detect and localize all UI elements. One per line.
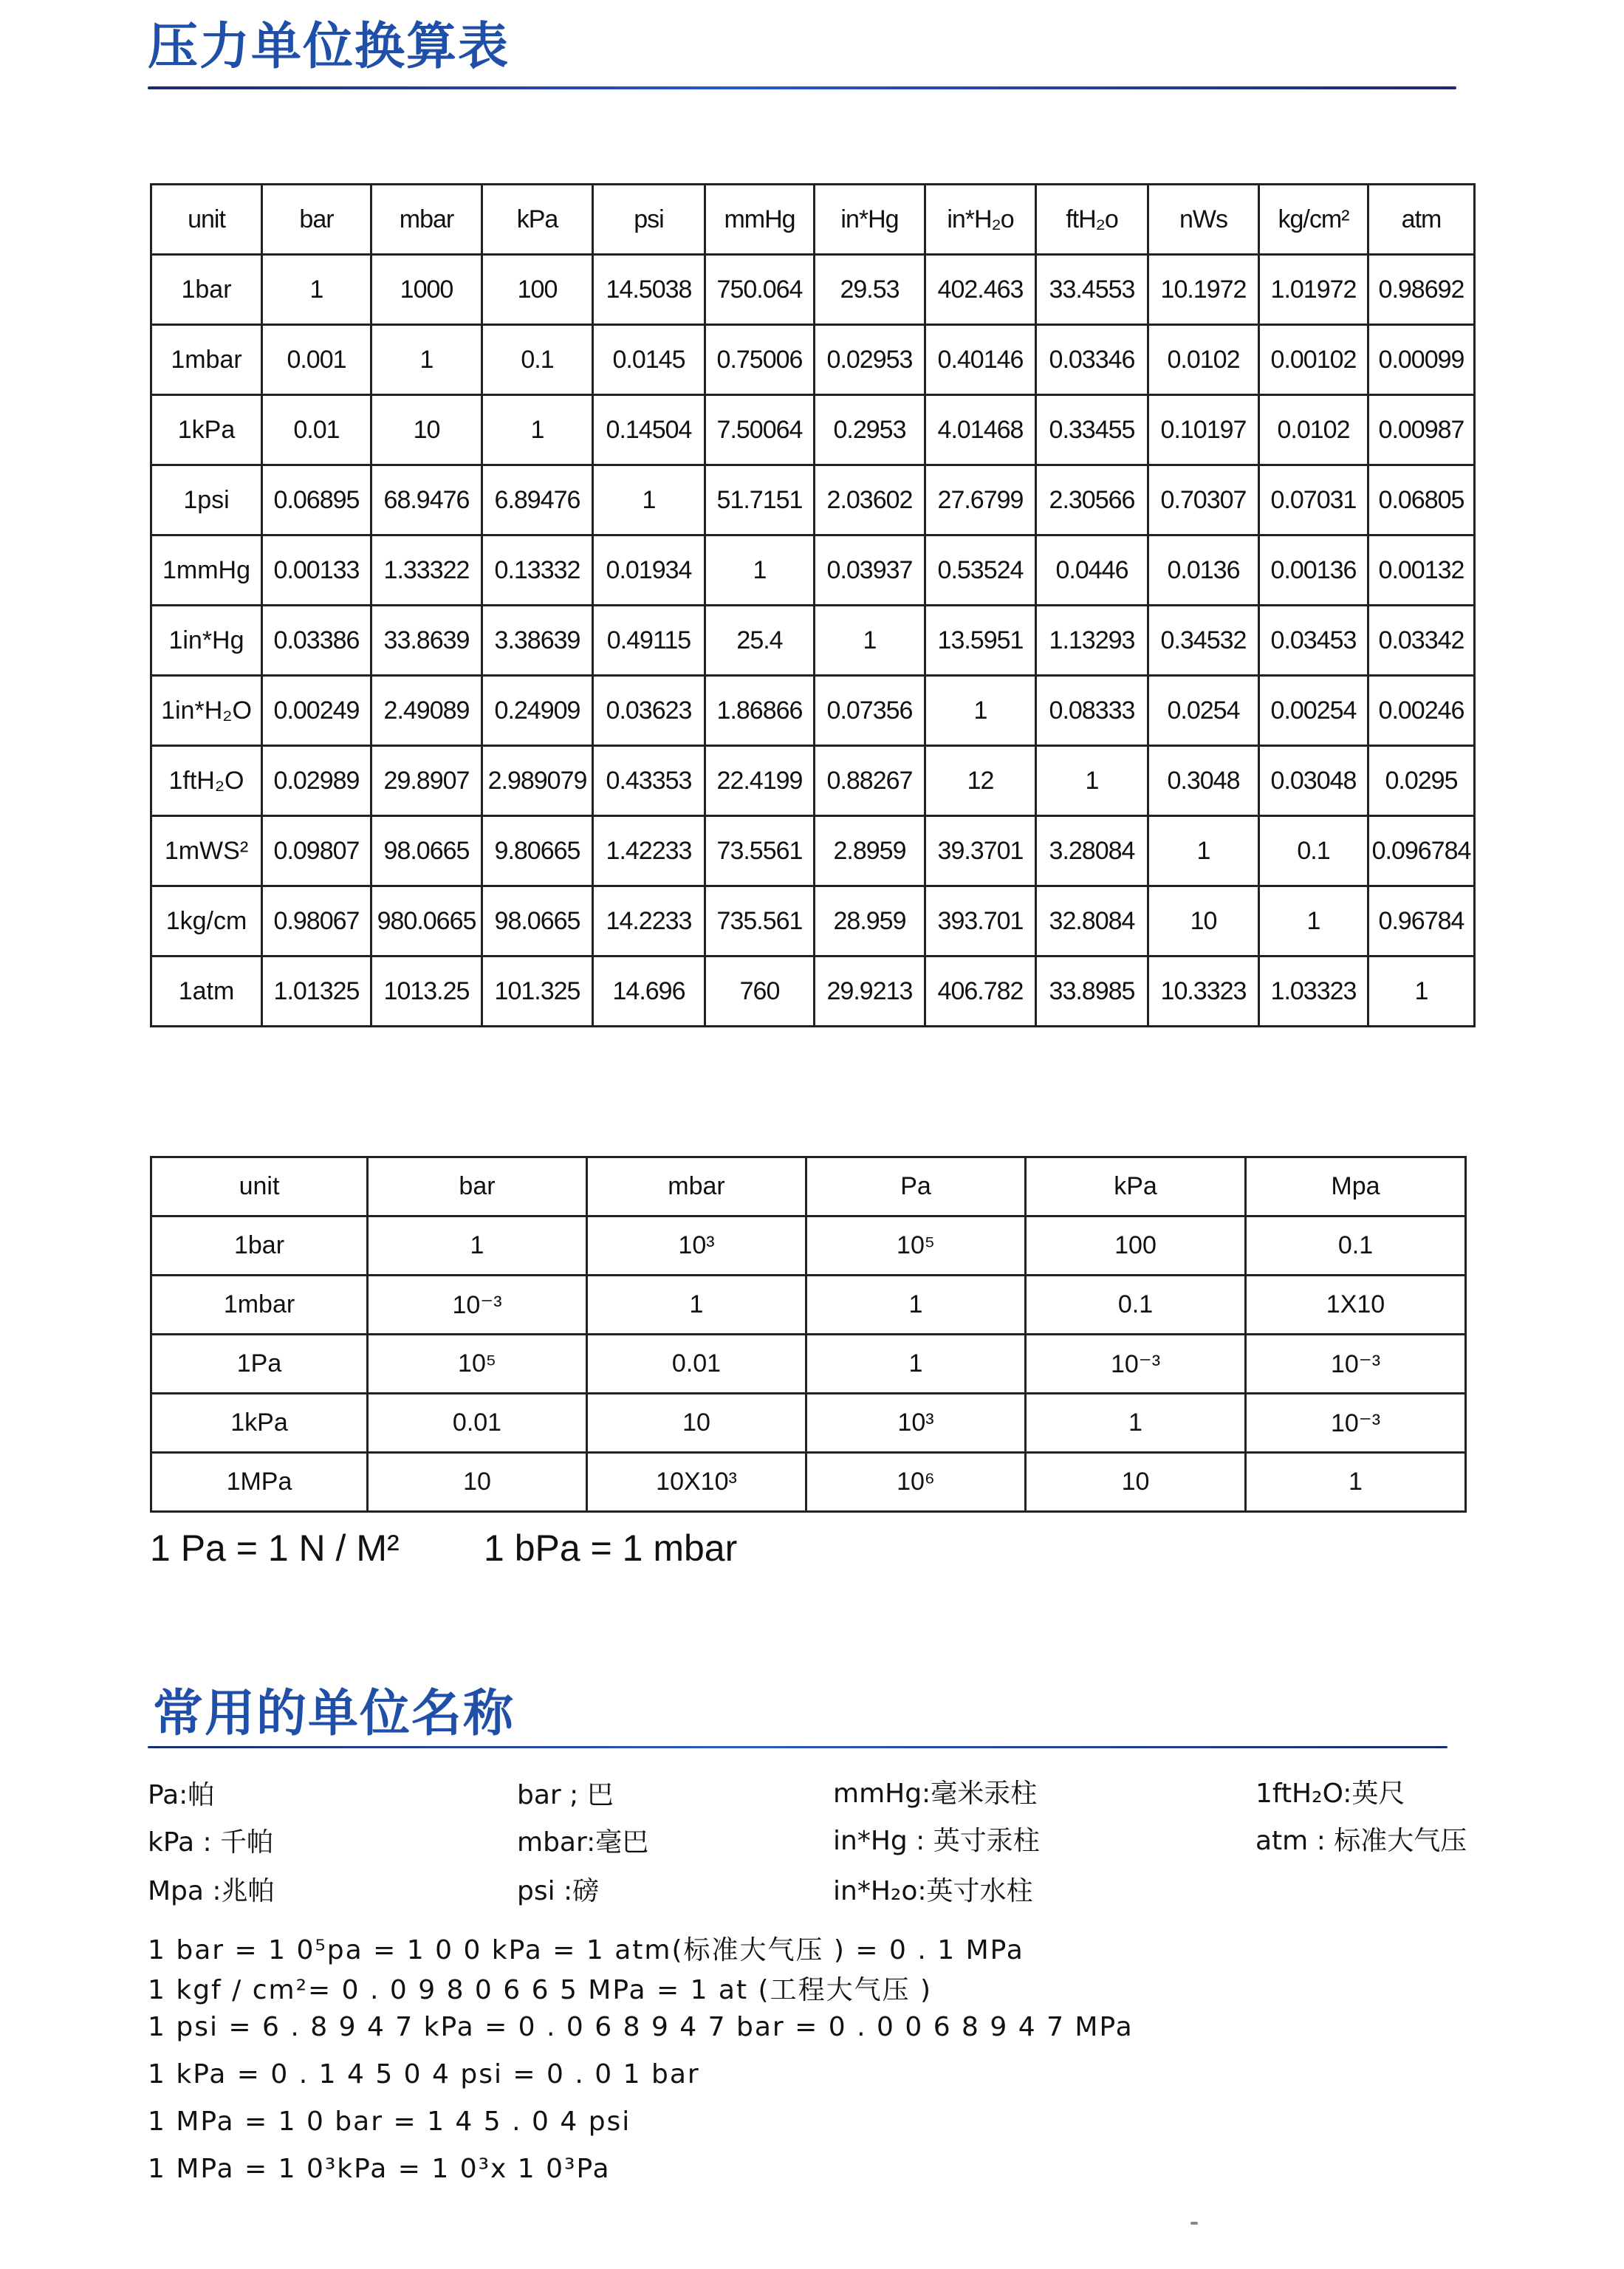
table-cell: 0.1	[482, 325, 593, 395]
table-cell: 0.00987	[1368, 395, 1475, 465]
table-cell: 0.88267	[815, 746, 925, 816]
table-cell: 1.13293	[1036, 606, 1148, 676]
table-cell: 4.01468	[925, 395, 1036, 465]
table-cell: 0.07031	[1259, 465, 1368, 535]
unit-name-kpa: kPa : 千帕	[148, 1827, 274, 1858]
table-cell: 9.80665	[482, 816, 593, 886]
table-cell: 33.4553	[1036, 255, 1148, 325]
table-cell: 22.4199	[705, 746, 815, 816]
table-cell: 0.0446	[1036, 535, 1148, 606]
row-header: 1atm	[151, 956, 262, 1027]
table-cell: 0.09807	[262, 816, 371, 886]
equation-4: 1 kPa = 0 . 1 4 5 0 4 psi = 0 . 0 1 bar	[148, 2059, 700, 2090]
table-cell: 0.24909	[482, 676, 593, 746]
formula-bpa: 1 bPa = 1 mbar	[484, 1527, 738, 1569]
table-cell: 6.89476	[482, 465, 593, 535]
table-cell: 1	[482, 395, 593, 465]
table-cell: 0.00132	[1368, 535, 1475, 606]
table-cell: 1	[806, 1276, 1026, 1335]
table-cell: 14.696	[593, 956, 705, 1027]
row-header: 1bar	[151, 1216, 368, 1276]
table-cell: 7.50064	[705, 395, 815, 465]
table-cell: 0.096784	[1368, 816, 1475, 886]
table-row	[151, 325, 1475, 395]
pressure-conversion-table	[150, 183, 1476, 1027]
table-cell: 1	[371, 325, 482, 395]
table-cell: 760	[705, 956, 815, 1027]
table-row	[151, 465, 1475, 535]
table-row	[151, 255, 1475, 325]
table-cell: 10	[371, 395, 482, 465]
row-header: 1MPa	[151, 1453, 368, 1512]
table-cell: 1.03323	[1259, 956, 1368, 1027]
table-cell: 28.959	[815, 886, 925, 956]
unit-name-psi: psi :磅	[517, 1876, 600, 1906]
table-cell: 1.86866	[705, 676, 815, 746]
scan-speck	[1190, 2222, 1198, 2225]
table-cell: 0.70307	[1148, 465, 1259, 535]
column-header: atm	[1368, 185, 1475, 255]
column-header: in*H₂o	[925, 185, 1036, 255]
table-cell: 32.8084	[1036, 886, 1148, 956]
column-header: mbar	[587, 1157, 806, 1216]
unit-name-inhg: in*Hg : 英寸汞柱	[833, 1826, 1040, 1856]
table-cell: 33.8985	[1036, 956, 1148, 1027]
equation-3: 1 psi = 6 . 8 9 4 7 kPa = 0 . 0 6 8 9 4 7 bar = 0 . 0 0 6 8 9 4 7 MPa	[148, 2012, 1134, 2042]
table-row	[151, 535, 1475, 606]
column-header: unit	[151, 185, 262, 255]
table-cell: 0.0254	[1148, 676, 1259, 746]
table-cell: 14.2233	[593, 886, 705, 956]
table-cell: 51.7151	[705, 465, 815, 535]
table-cell: 0.10197	[1148, 395, 1259, 465]
table-cell: 3.38639	[482, 606, 593, 676]
metric-pressure-table	[150, 1156, 1467, 1513]
table-cell: 0.07356	[815, 676, 925, 746]
table-cell: 73.5561	[705, 816, 815, 886]
table-cell: 1	[1148, 816, 1259, 886]
table-row	[151, 816, 1475, 886]
table-cell: 1	[806, 1335, 1026, 1394]
table-cell: 10⁻³	[1246, 1335, 1466, 1394]
row-header: 1kg/cm	[151, 886, 262, 956]
table-cell: 10⁻³	[1246, 1394, 1466, 1453]
table-cell: 406.782	[925, 956, 1036, 1027]
table-cell: 0.00246	[1368, 676, 1475, 746]
unit-name-inh2o: in*H₂o:英寸水柱	[833, 1876, 1033, 1906]
table-cell: 1X10	[1246, 1276, 1466, 1335]
table-cell: 0.03342	[1368, 606, 1475, 676]
table-cell: 0.75006	[705, 325, 815, 395]
table-cell: 39.3701	[925, 816, 1036, 886]
table-cell: 10⁶	[806, 1453, 1026, 1512]
column-header: kPa	[1026, 1157, 1246, 1216]
table-row	[151, 886, 1475, 956]
formula-pa: 1 Pa = 1 N / M²	[150, 1527, 400, 1569]
column-header: bar	[368, 1157, 587, 1216]
column-header: nWs	[1148, 185, 1259, 255]
row-header: 1psi	[151, 465, 262, 535]
row-header: 1kPa	[151, 1394, 368, 1453]
table-cell: 0.53524	[925, 535, 1036, 606]
table-cell: 1013.25	[371, 956, 482, 1027]
table-cell: 68.9476	[371, 465, 482, 535]
table-cell: 0.00102	[1259, 325, 1368, 395]
row-header: 1in*H₂O	[151, 676, 262, 746]
unit-name-bar: bar ; 巴	[517, 1780, 614, 1810]
table-cell: 1.42233	[593, 816, 705, 886]
table-cell: 0.08333	[1036, 676, 1148, 746]
table-cell: 10	[1026, 1453, 1246, 1512]
row-header: 1mbar	[151, 325, 262, 395]
table-cell: 0.03346	[1036, 325, 1148, 395]
table-row	[151, 606, 1475, 676]
table-cell: 0.40146	[925, 325, 1036, 395]
table-row	[151, 1276, 1466, 1335]
table-cell: 1	[1259, 886, 1368, 956]
row-header: 1mWS²	[151, 816, 262, 886]
table-cell: 1	[815, 606, 925, 676]
table-cell: 0.49115	[593, 606, 705, 676]
table-cell: 0.03453	[1259, 606, 1368, 676]
table-cell: 101.325	[482, 956, 593, 1027]
table-cell: 402.463	[925, 255, 1036, 325]
column-header: mmHg	[705, 185, 815, 255]
equation-5: 1 MPa = 1 0 bar = 1 4 5 . 0 4 psi	[148, 2107, 631, 2137]
row-header: 1mbar	[151, 1276, 368, 1335]
table-cell: 0.06805	[1368, 465, 1475, 535]
table-cell: 100	[1026, 1216, 1246, 1276]
table-cell: 1	[587, 1276, 806, 1335]
table-cell: 2.8959	[815, 816, 925, 886]
column-header: psi	[593, 185, 705, 255]
table-cell: 0.1	[1259, 816, 1368, 886]
table-cell: 0.43353	[593, 746, 705, 816]
table-cell: 0.00099	[1368, 325, 1475, 395]
table-cell: 0.0136	[1148, 535, 1259, 606]
equation-2: 1 kgf / cm²= 0 . 0 9 8 0 6 6 5 MPa = 1 at (工程大气压 )	[148, 1975, 933, 2005]
table-cell: 0.00133	[262, 535, 371, 606]
table-cell: 0.001	[262, 325, 371, 395]
table-cell: 0.00254	[1259, 676, 1368, 746]
table-cell: 10.1972	[1148, 255, 1259, 325]
row-header: 1in*Hg	[151, 606, 262, 676]
table-cell: 0.3048	[1148, 746, 1259, 816]
unit-name-mbar: mbar:毫巴	[517, 1827, 649, 1858]
table-cell: 0.02953	[815, 325, 925, 395]
column-header: mbar	[371, 185, 482, 255]
table-cell: 1	[368, 1216, 587, 1276]
table-cell: 0.33455	[1036, 395, 1148, 465]
table-cell: 0.0295	[1368, 746, 1475, 816]
table-cell: 14.5038	[593, 255, 705, 325]
table-cell: 0.01	[587, 1335, 806, 1394]
table-cell: 980.0665	[371, 886, 482, 956]
column-header: in*Hg	[815, 185, 925, 255]
table-row	[151, 956, 1475, 1027]
table-cell: 10X10³	[587, 1453, 806, 1512]
section-underline	[148, 1746, 1447, 1748]
table-cell: 10	[1148, 886, 1259, 956]
table-cell: 10.3323	[1148, 956, 1259, 1027]
table-cell: 1	[1036, 746, 1148, 816]
row-header: 1kPa	[151, 395, 262, 465]
table-cell: 1	[705, 535, 815, 606]
equation-1: 1 bar = 1 0⁵pa = 1 0 0 kPa = 1 atm(标准大气压 ) = 0 . 1 MPa	[148, 1935, 1024, 1965]
table-cell: 0.06895	[262, 465, 371, 535]
table-cell: 0.00249	[262, 676, 371, 746]
column-header: kPa	[482, 185, 593, 255]
table-cell: 0.0102	[1259, 395, 1368, 465]
section-title-units: 常用的单位名称	[153, 1685, 515, 1743]
page-title: 压力单位换算表	[148, 18, 510, 76]
table-cell: 98.0665	[371, 816, 482, 886]
column-header: bar	[262, 185, 371, 255]
table-cell: 0.98692	[1368, 255, 1475, 325]
table-cell: 0.96784	[1368, 886, 1475, 956]
table-row	[151, 395, 1475, 465]
column-header: ftH₂o	[1036, 185, 1148, 255]
table-row	[151, 1216, 1466, 1276]
table-cell: 750.064	[705, 255, 815, 325]
table-row	[151, 676, 1475, 746]
row-header: 1mmHg	[151, 535, 262, 606]
table-header-row	[151, 1157, 1466, 1216]
table-cell: 0.14504	[593, 395, 705, 465]
table-row	[151, 1394, 1466, 1453]
table-cell: 2.30566	[1036, 465, 1148, 535]
table-cell: 27.6799	[925, 465, 1036, 535]
table-cell: 0.98067	[262, 886, 371, 956]
equation-6: 1 MPa = 1 0³kPa = 1 0³x 1 0³Pa	[148, 2154, 611, 2184]
unit-name-mpa: Mpa :兆帕	[148, 1876, 275, 1906]
table-cell: 1	[1026, 1394, 1246, 1453]
table-cell: 0.01	[262, 395, 371, 465]
table-cell: 0.01	[368, 1394, 587, 1453]
table-row	[151, 1335, 1466, 1394]
table-cell: 100	[482, 255, 593, 325]
row-header: 1ftH₂O	[151, 746, 262, 816]
table-cell: 393.701	[925, 886, 1036, 956]
table-cell: 33.8639	[371, 606, 482, 676]
table-cell: 29.8907	[371, 746, 482, 816]
table-cell: 10³	[587, 1216, 806, 1276]
table-cell: 25.4	[705, 606, 815, 676]
table-cell: 0.03623	[593, 676, 705, 746]
table-header-row	[151, 185, 1475, 255]
table-cell: 10	[587, 1394, 806, 1453]
column-header: unit	[151, 1157, 368, 1216]
table-cell: 1.01972	[1259, 255, 1368, 325]
table-cell: 0.03386	[262, 606, 371, 676]
unit-name-atm: atm : 标准大气压	[1255, 1826, 1467, 1856]
table-cell: 1	[1368, 956, 1475, 1027]
table-cell: 0.1	[1246, 1216, 1466, 1276]
column-header: Pa	[806, 1157, 1026, 1216]
table-cell: 2.989079	[482, 746, 593, 816]
table-cell: 0.34532	[1148, 606, 1259, 676]
table-cell: 29.53	[815, 255, 925, 325]
table-cell: 0.01934	[593, 535, 705, 606]
table-cell: 0.2953	[815, 395, 925, 465]
table-cell: 1000	[371, 255, 482, 325]
table-cell: 2.49089	[371, 676, 482, 746]
table-row	[151, 1453, 1466, 1512]
table-cell: 0.13332	[482, 535, 593, 606]
table-cell: 10⁵	[806, 1216, 1026, 1276]
table-cell: 1	[593, 465, 705, 535]
table-cell: 98.0665	[482, 886, 593, 956]
table-cell: 0.03048	[1259, 746, 1368, 816]
table-cell: 10³	[806, 1394, 1026, 1453]
table-cell: 1	[925, 676, 1036, 746]
table-cell: 13.5951	[925, 606, 1036, 676]
unit-name-fth2o: 1ftH₂O:英尺	[1255, 1779, 1405, 1809]
table-cell: 3.28084	[1036, 816, 1148, 886]
table-cell: 1	[1246, 1453, 1466, 1512]
table-cell: 1	[262, 255, 371, 325]
table-cell: 0.03937	[815, 535, 925, 606]
unit-name-pa: Pa:帕	[148, 1780, 215, 1810]
table-cell: 10⁻³	[1026, 1335, 1246, 1394]
table-cell: 0.1	[1026, 1276, 1246, 1335]
unit-name-mmhg: mmHg:毫米汞柱	[833, 1779, 1038, 1809]
table-row	[151, 746, 1475, 816]
table-cell: 0.0102	[1148, 325, 1259, 395]
table-cell: 735.561	[705, 886, 815, 956]
table-cell: 1.01325	[262, 956, 371, 1027]
table-cell: 1.33322	[371, 535, 482, 606]
table-cell: 0.00136	[1259, 535, 1368, 606]
table-cell: 29.9213	[815, 956, 925, 1027]
column-header: Mpa	[1246, 1157, 1466, 1216]
table-cell: 0.0145	[593, 325, 705, 395]
column-header: kg/cm²	[1259, 185, 1368, 255]
table-cell: 12	[925, 746, 1036, 816]
table-cell: 10	[368, 1453, 587, 1512]
title-underline	[148, 86, 1456, 89]
row-header: 1bar	[151, 255, 262, 325]
table-cell: 2.03602	[815, 465, 925, 535]
table-cell: 0.02989	[262, 746, 371, 816]
row-header: 1Pa	[151, 1335, 368, 1394]
table-cell: 10⁻³	[368, 1276, 587, 1335]
table-cell: 10⁵	[368, 1335, 587, 1394]
